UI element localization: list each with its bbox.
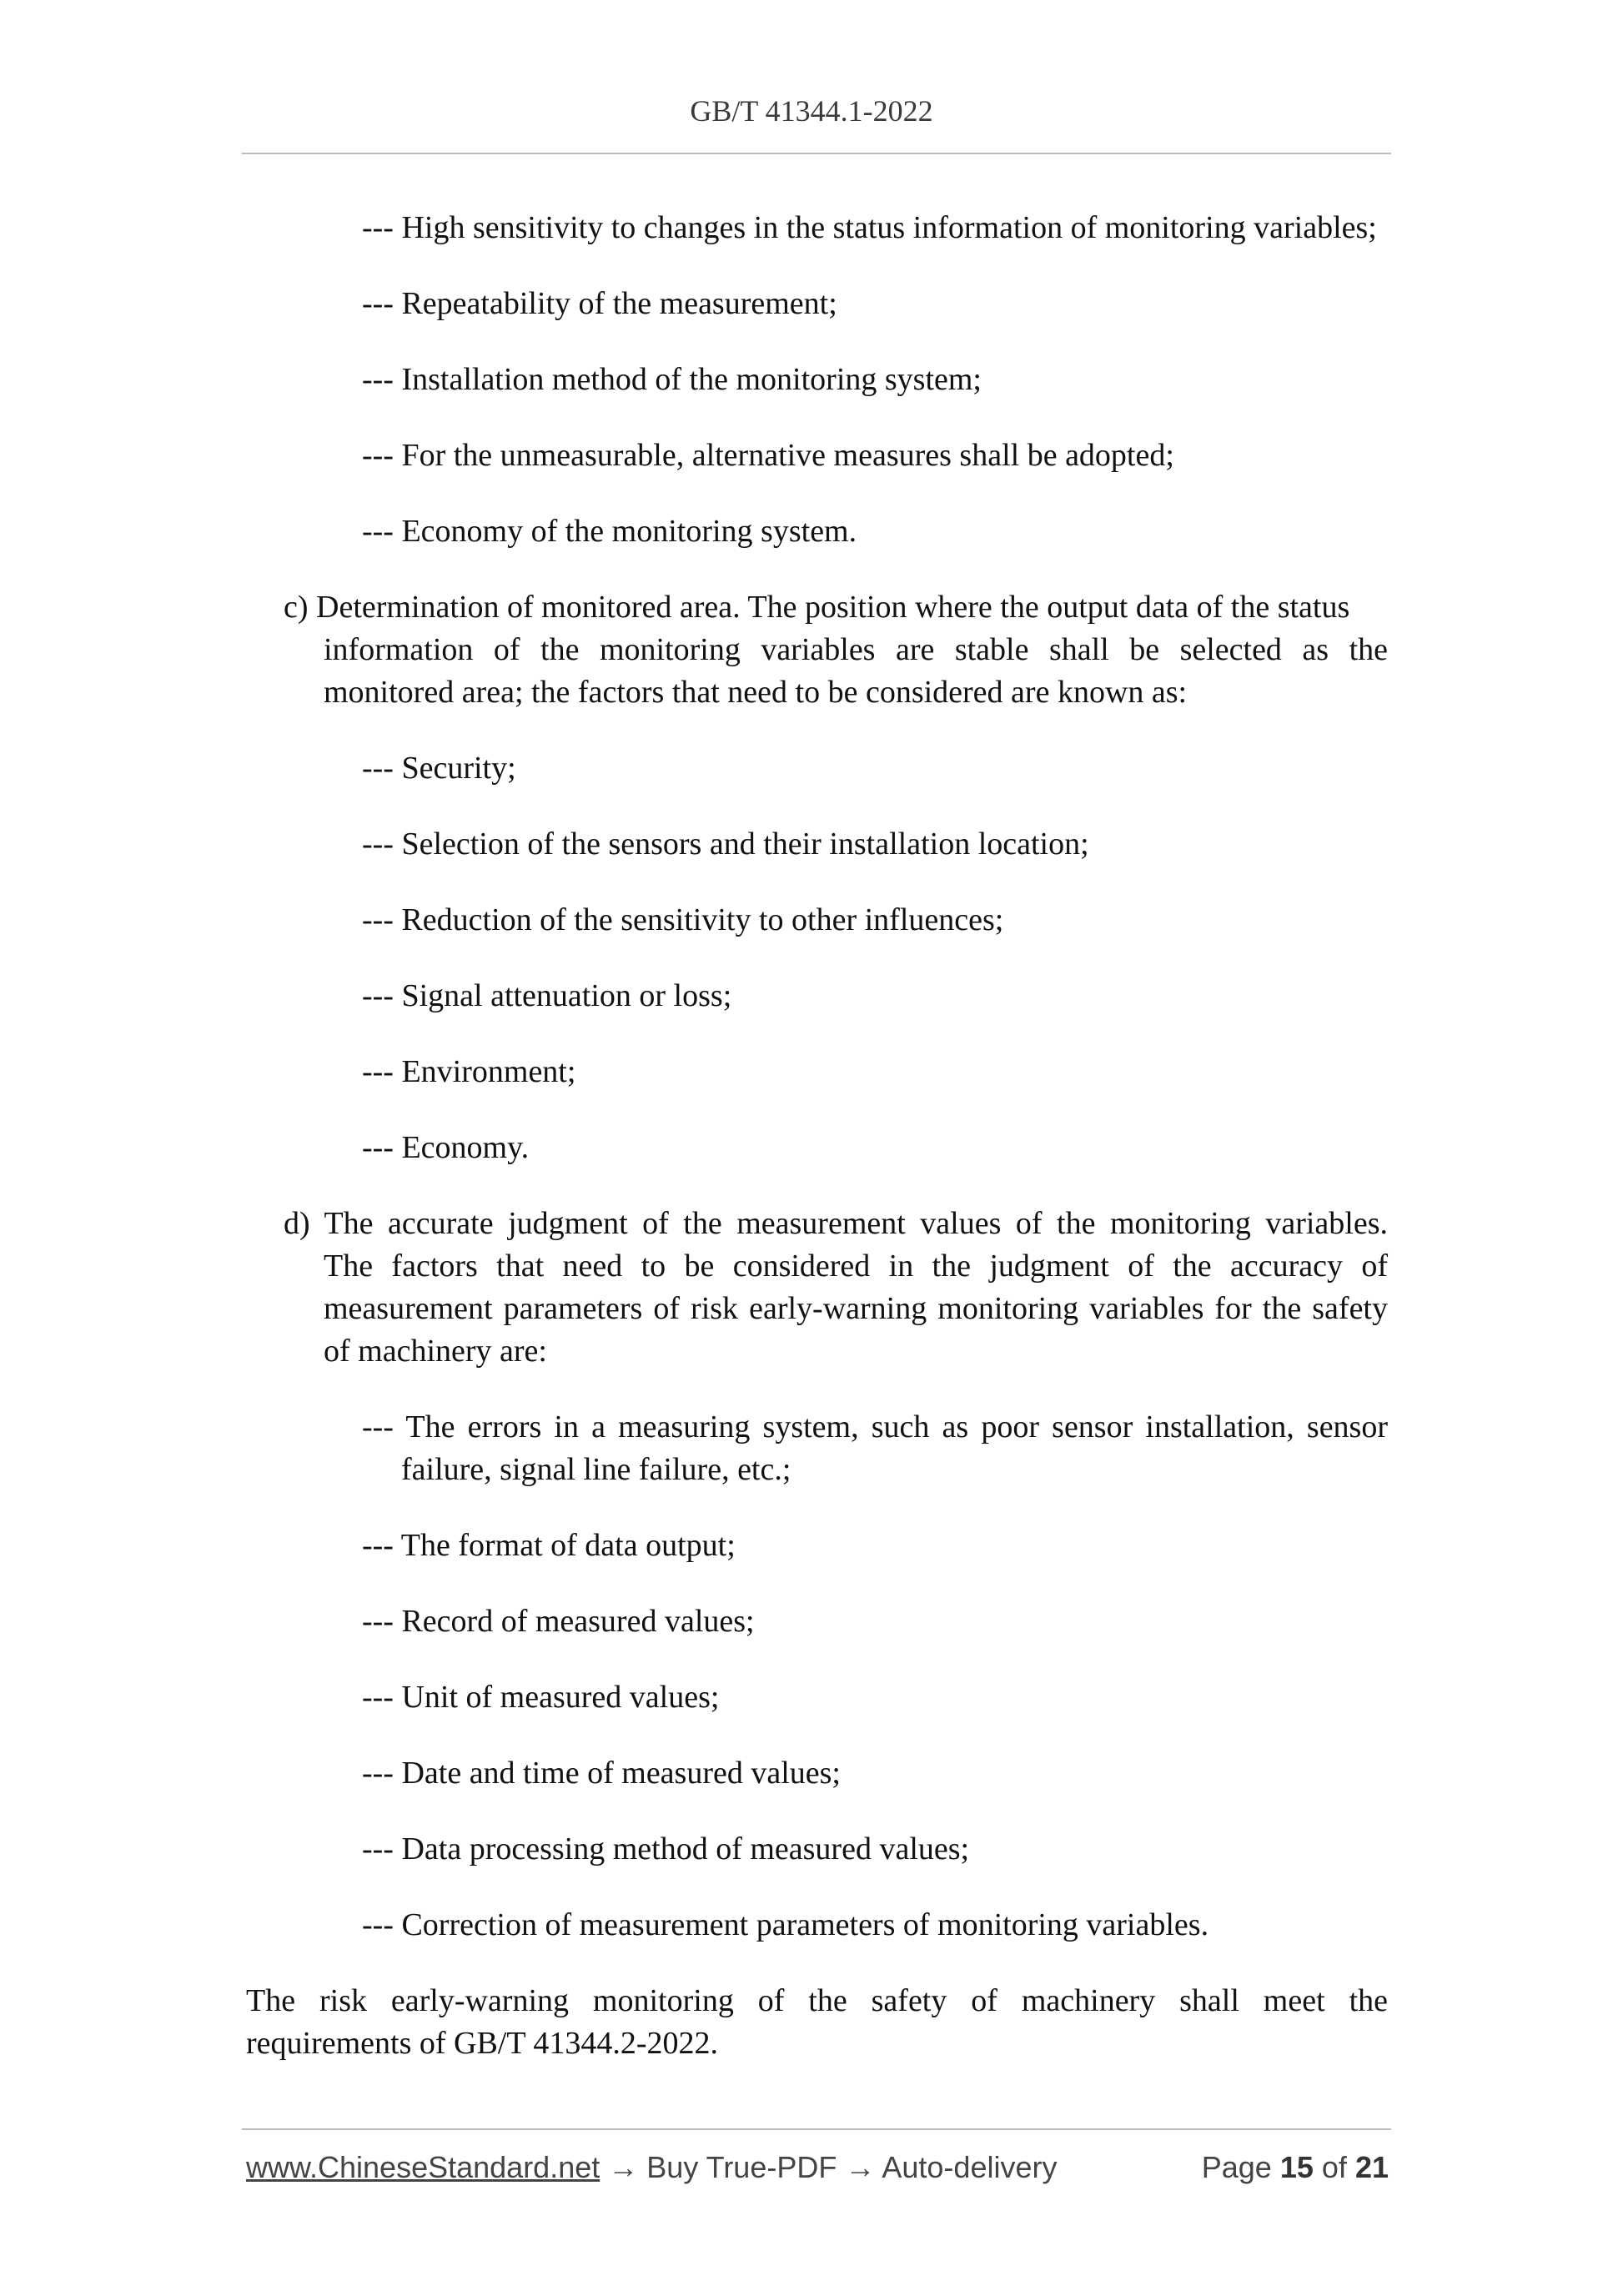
list-item-continuation: failure, signal line failure, etc.; xyxy=(401,1452,791,1487)
header-divider xyxy=(242,153,1391,154)
list-item: --- Selection of the sensors and their installation location; xyxy=(362,826,1089,862)
closing-paragraph: requirements of GB/T 41344.2-2022. xyxy=(246,2026,719,2061)
item-c-text: information of the monitoring variables are stable shall be selected as the xyxy=(324,632,1388,667)
footer-divider xyxy=(242,2128,1391,2130)
closing-paragraph: The risk early-warning monitoring of the safety of machinery shall meet the xyxy=(246,1983,1388,2018)
list-item: --- Signal attenuation or loss; xyxy=(362,978,732,1013)
list-item: --- Economy of the monitoring system. xyxy=(362,514,857,549)
footer-links xyxy=(246,2150,1057,2185)
page-of: of xyxy=(1321,2150,1347,2184)
item-c-text: c) Determination of monitored area. The position where the output data of the status xyxy=(284,590,1350,625)
list-item: --- Record of measured values; xyxy=(362,1604,755,1639)
list-item: --- Correction of measurement parameters of monitoring variables. xyxy=(362,1907,1209,1942)
buy-text: Buy True-PDF xyxy=(646,2150,837,2184)
list-item: --- Economy. xyxy=(362,1130,530,1165)
arrow-icon: → xyxy=(608,2150,639,2184)
list-item: --- Data processing method of measured values; xyxy=(362,1831,970,1866)
page-footer xyxy=(246,2150,1389,2192)
list-item: --- Repeatability of the measurement; xyxy=(362,286,837,321)
list-item: --- Reduction of the sensitivity to other influences; xyxy=(362,902,1004,937)
item-d-text: d) The accurate judgment of the measurement values of the monitoring variables. xyxy=(284,1206,1388,1241)
page-label: Page xyxy=(1201,2150,1272,2184)
list-item: --- For the unmeasurable, alternative measures shall be adopted; xyxy=(362,438,1174,473)
arrow-icon: → xyxy=(845,2150,876,2184)
item-d-text: The factors that need to be considered in the judgment of the accuracy of xyxy=(324,1248,1388,1284)
list-item: --- Date and time of measured values; xyxy=(362,1756,841,1791)
item-c-text: monitored area; the factors that need to be considered are known as: xyxy=(324,675,1188,710)
list-item: --- Unit of measured values; xyxy=(362,1680,720,1715)
page-header: GB/T 41344.1-2022 xyxy=(690,94,933,128)
list-item: --- High sensitivity to changes in the status information of monitoring variables; xyxy=(362,210,1377,245)
list-item: --- Security; xyxy=(362,751,516,786)
item-d-text: measurement parameters of risk early-warning monitoring variables for the safety xyxy=(324,1291,1388,1326)
website-link[interactable]: www.ChineseStandard.net xyxy=(246,2150,600,2184)
list-item: --- The errors in a measuring system, such as poor sensor installation, sensor xyxy=(362,1409,1388,1444)
page-total: 21 xyxy=(1354,2150,1389,2184)
page-number xyxy=(1202,2150,1389,2185)
list-item: --- Environment; xyxy=(362,1054,576,1089)
list-item: --- The format of data output; xyxy=(362,1528,736,1563)
list-item: --- Installation method of the monitoring system; xyxy=(362,362,982,397)
delivery-text: Auto-delivery xyxy=(882,2150,1058,2184)
page-current: 15 xyxy=(1279,2150,1314,2184)
item-d-text: of machinery are: xyxy=(324,1334,547,1369)
